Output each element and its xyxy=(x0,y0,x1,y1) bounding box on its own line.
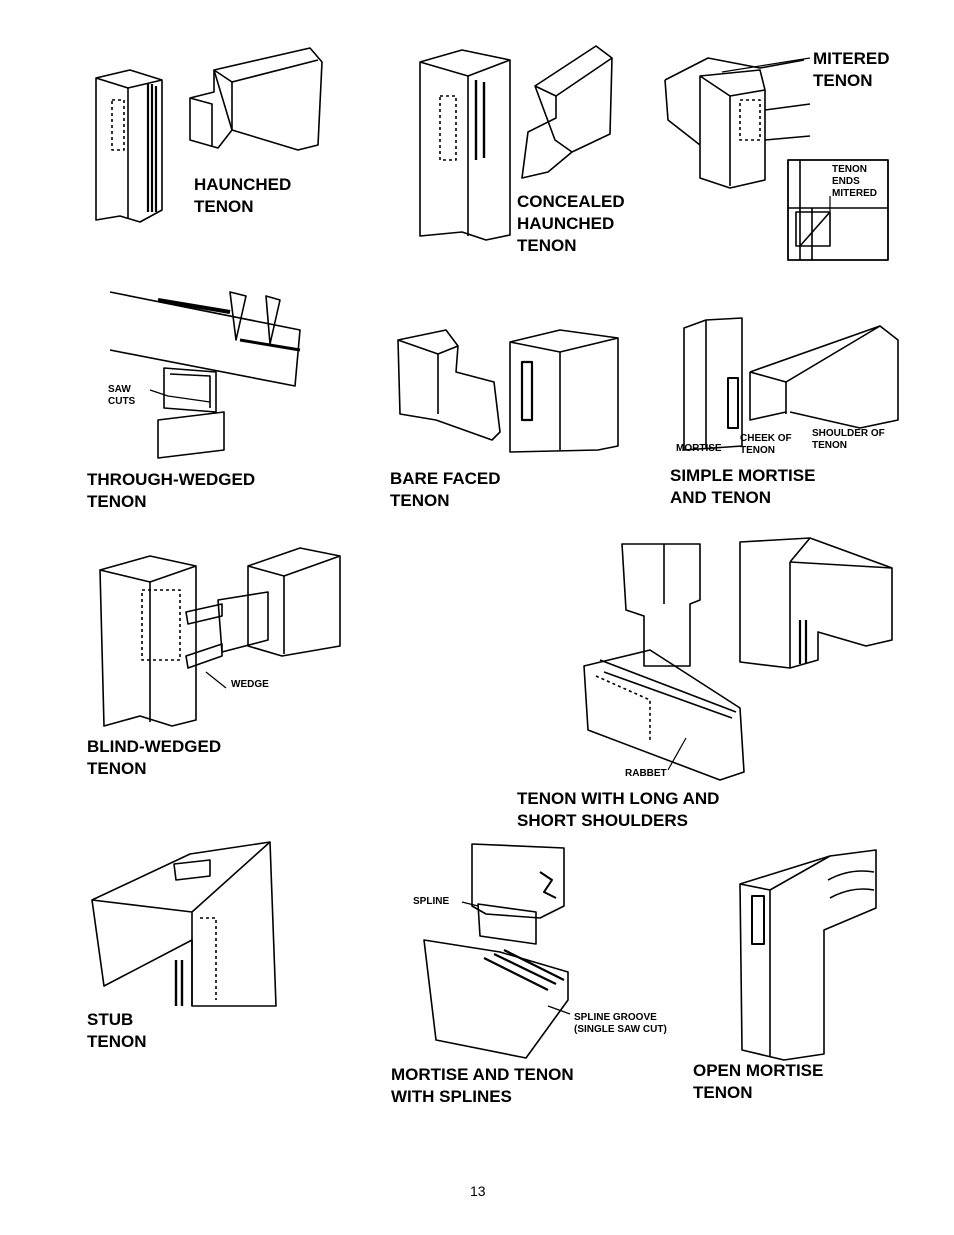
spline-groove-label: SPLINE GROOVE (SINGLE SAW CUT) xyxy=(574,1012,667,1035)
mortise-label: MORTISE xyxy=(676,443,722,454)
mitered-tenon-label: MITERED TENON xyxy=(813,49,890,90)
haunched-tenon-label: HAUNCHED TENON xyxy=(194,175,292,216)
tenon-ends-mitered-label: TENON ENDS MITERED xyxy=(832,164,877,199)
bare-faced-tenon-label: BARE FACED TENON xyxy=(390,469,501,510)
shoulder-of-tenon-label: SHOULDER OF TENON xyxy=(812,428,885,451)
long-short-shoulders-label: TENON WITH LONG AND SHORT SHOULDERS xyxy=(517,789,720,830)
through-wedged-tenon-drawing xyxy=(110,292,300,458)
long-short-shoulders-drawing xyxy=(584,538,892,780)
through-wedged-tenon-label: THROUGH-WEDGED TENON xyxy=(87,470,256,511)
stub-tenon-label: STUB TENON xyxy=(87,1010,147,1051)
concealed-haunched-tenon-label: CONCEALED HAUNCHED TENON xyxy=(517,192,625,255)
blind-wedged-tenon-label: BLIND-WEDGED TENON xyxy=(87,737,222,778)
cheek-of-tenon-label: CHEEK OF TENON xyxy=(740,433,792,456)
blind-wedged-tenon-drawing xyxy=(100,548,340,726)
open-mortise-tenon-label: OPEN MORTISE TENON xyxy=(693,1061,824,1102)
spline-label: SPLINE xyxy=(413,896,450,907)
bare-faced-tenon-drawing xyxy=(398,330,618,452)
page-number: 13 xyxy=(470,1183,486,1199)
open-mortise-tenon-drawing xyxy=(740,850,876,1060)
splines-drawing xyxy=(424,844,570,1058)
stub-tenon-drawing xyxy=(92,842,276,1006)
saw-cuts-label: SAW CUTS xyxy=(108,384,136,407)
simple-mortise-tenon-label: SIMPLE MORTISE AND TENON xyxy=(670,466,816,507)
splines-label: MORTISE AND TENON WITH SPLINES xyxy=(391,1065,574,1106)
rabbet-label: RABBET xyxy=(625,768,667,779)
wedge-label: WEDGE xyxy=(231,679,269,690)
